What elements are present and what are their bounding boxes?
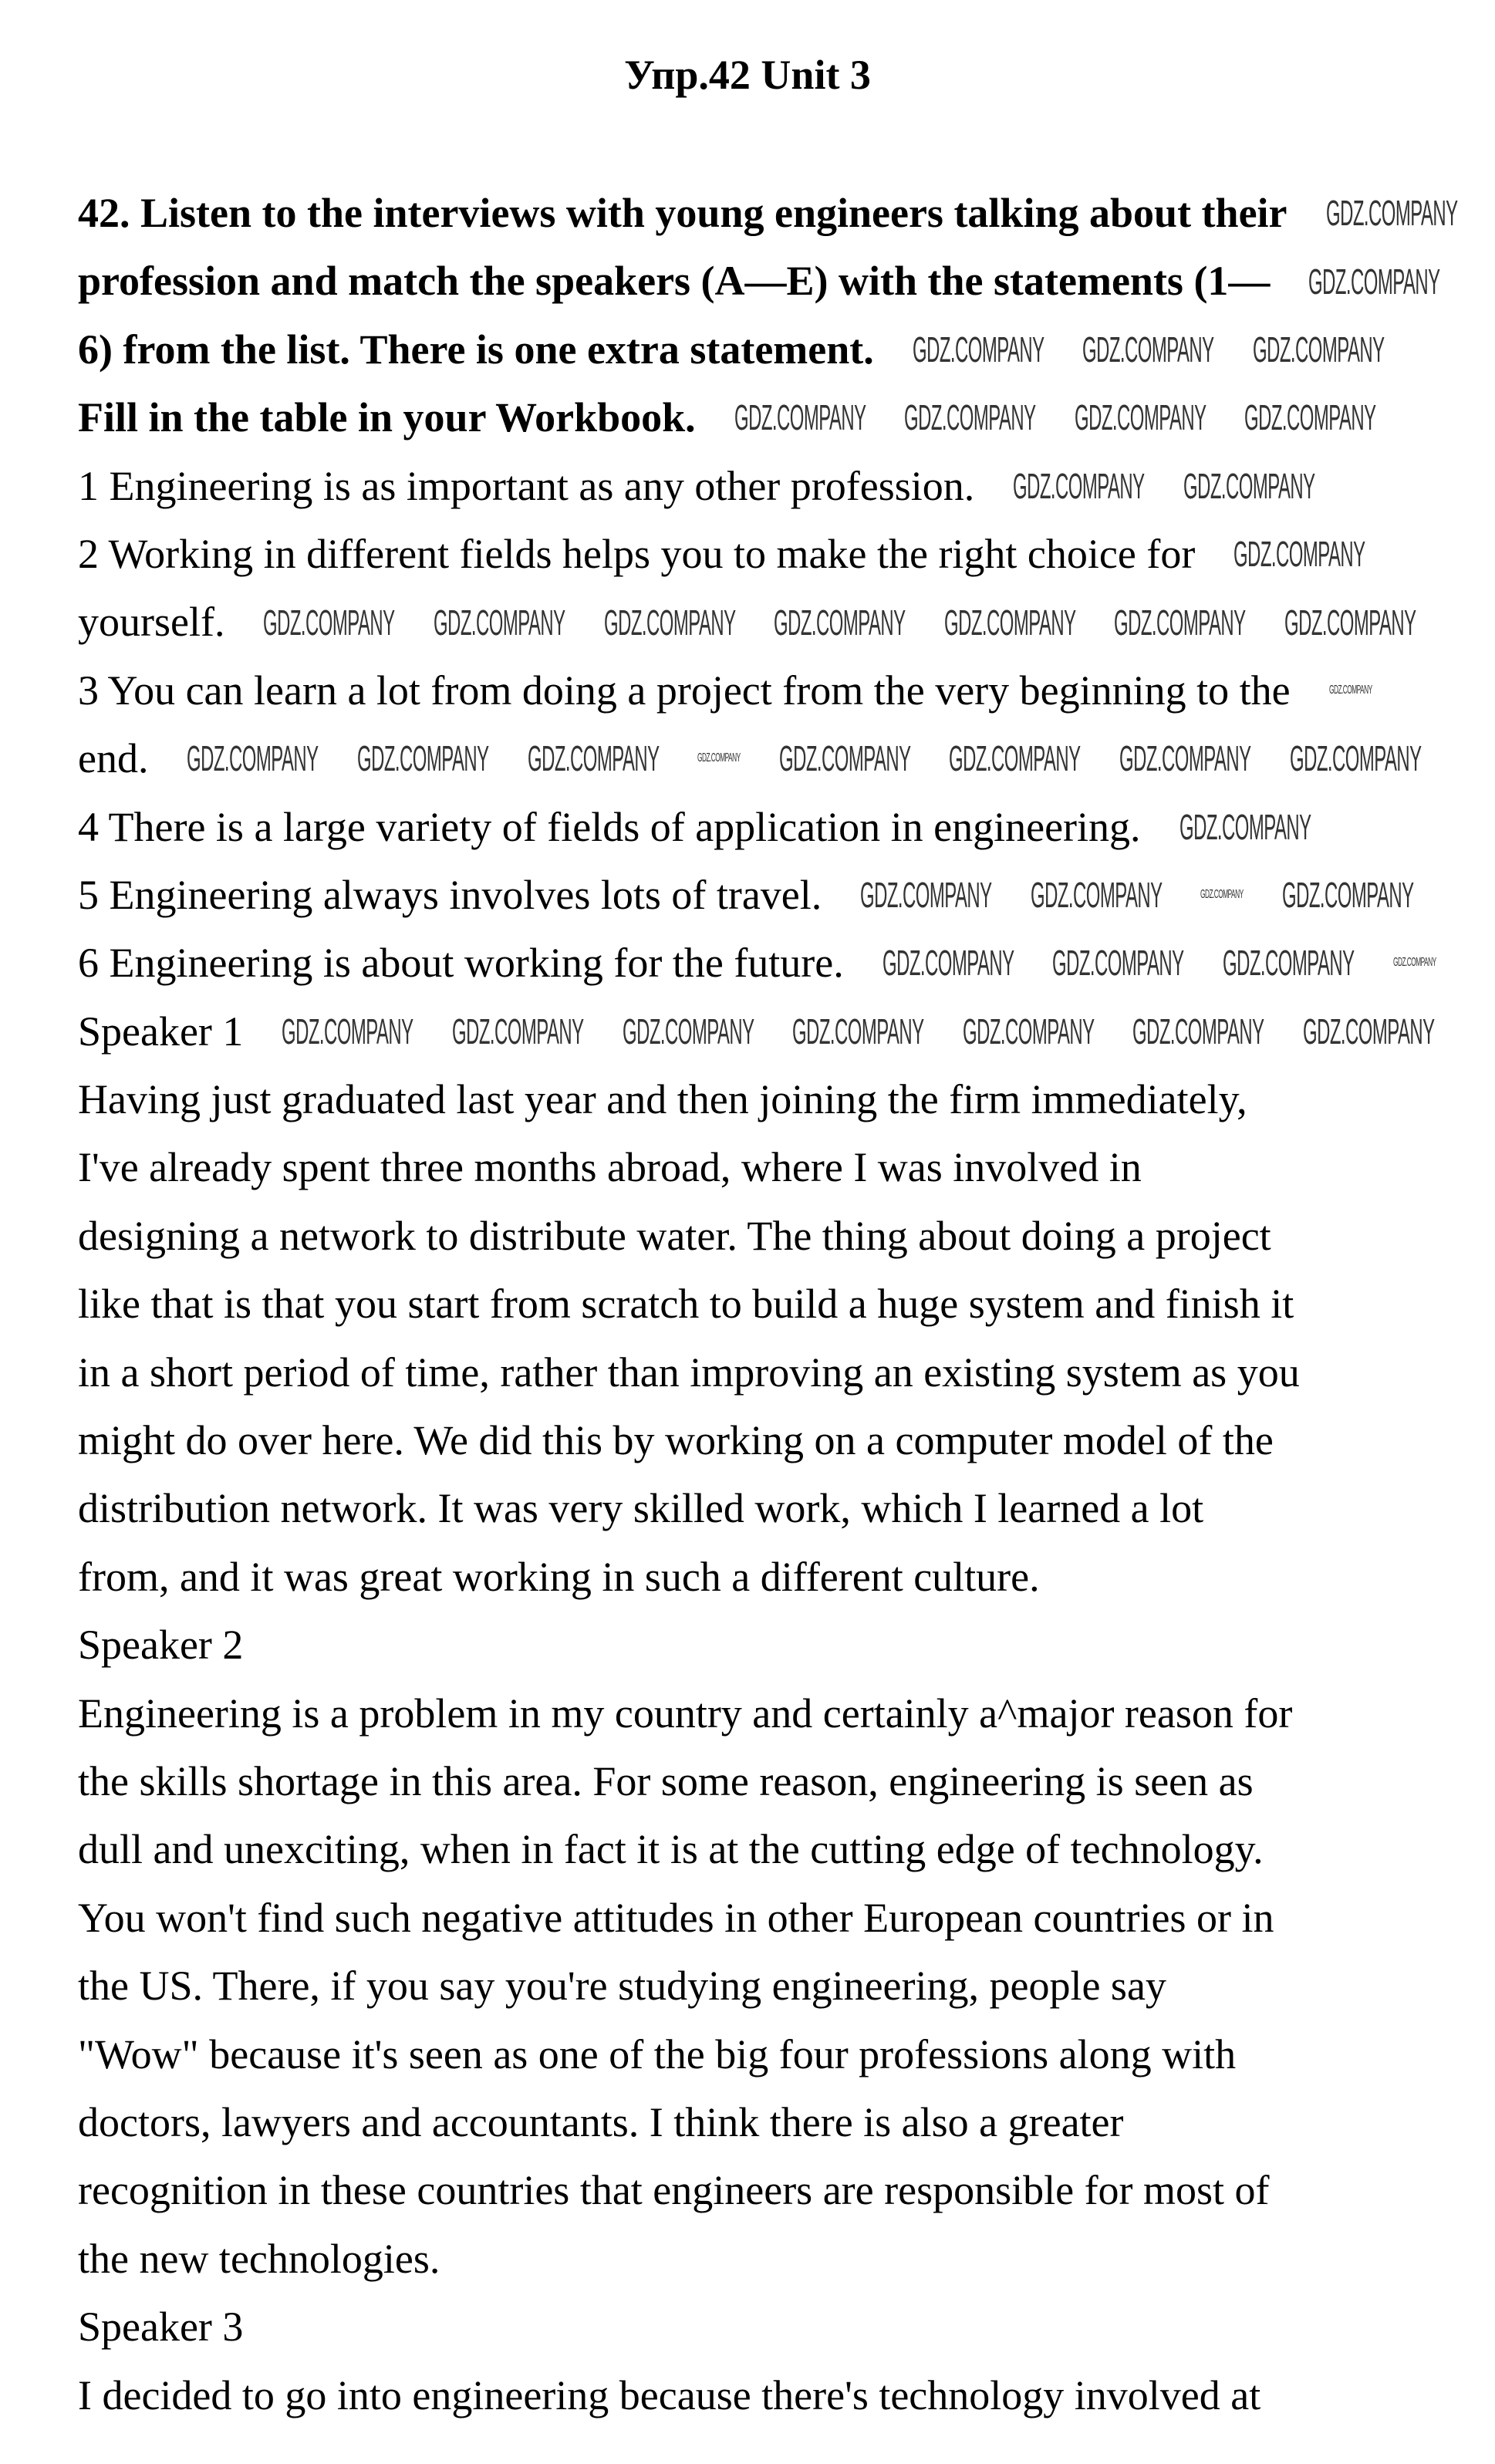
- watermark: GDZ.COMPANY: [1328, 683, 1372, 697]
- watermark: GDZ.COMPANY: [527, 738, 660, 779]
- watermark: GDZ.COMPANY: [1282, 875, 1414, 916]
- statement-line: end.: [78, 735, 149, 782]
- watermark: GDZ.COMPANY: [1114, 602, 1246, 643]
- watermark: GDZ.COMPANY: [734, 397, 866, 438]
- speaker1-line: in a short period of time, rather than improving an existing system as you: [78, 1348, 1300, 1396]
- task-line: Fill in the table in your Workbook.: [78, 394, 696, 441]
- watermark: GDZ.COMPANY: [912, 329, 1044, 370]
- statement-line: 2 Working in different fields helps you to make the right choice for: [78, 530, 1196, 577]
- watermark: GDZ.COMPANY: [282, 1011, 414, 1051]
- speaker2-line: recognition in these countries that engineers are responsible for most of: [78, 2167, 1270, 2214]
- watermark: GDZ.COMPANY: [1183, 465, 1315, 506]
- speaker1-line: Having just graduated last year and then joining the firm immediately,: [78, 1076, 1247, 1123]
- speaker1-line: distribution network. It was very skilled work, which I learned a lot: [78, 1485, 1204, 1532]
- watermark: GDZ.COMPANY: [792, 1011, 924, 1051]
- statement-line: 3 You can learn a lot from doing a project from the very beginning to the: [78, 667, 1291, 714]
- watermark: GDZ.COMPANY: [1325, 193, 1458, 234]
- watermark: GDZ.COMPANY: [1289, 738, 1422, 779]
- watermark: GDZ.COMPANY: [962, 1011, 1095, 1051]
- watermark: GDZ.COMPANY: [904, 397, 1036, 438]
- watermark: GDZ.COMPANY: [603, 602, 736, 643]
- speaker1-line: from, and it was great working in such a different culture.: [78, 1553, 1040, 1600]
- watermark: GDZ.COMPANY: [187, 738, 319, 779]
- speaker2-line: dull and unexciting, when in fact it is at the cutting edge of technology.: [78, 1826, 1264, 1873]
- watermark: GDZ.COMPANY: [1200, 888, 1244, 902]
- statement-line: 4 There is a large variety of fields of application in engineering.: [78, 803, 1141, 850]
- watermark: GDZ.COMPANY: [1308, 261, 1441, 302]
- speaker2-line: the new technologies.: [78, 2235, 440, 2282]
- speaker3-line: I decided to go into engineering because there's technology involved at: [78, 2371, 1261, 2418]
- watermark: GDZ.COMPANY: [452, 1011, 584, 1051]
- watermark: GDZ.COMPANY: [943, 602, 1076, 643]
- watermark: GDZ.COMPANY: [434, 602, 565, 643]
- speaker-heading: Speaker 1: [78, 1008, 244, 1055]
- watermark: GDZ.COMPANY: [1302, 1011, 1435, 1051]
- watermark: GDZ.COMPANY: [357, 738, 489, 779]
- task-line: 6) from the list. There is one extra statement.: [78, 326, 874, 373]
- watermark: GDZ.COMPANY: [774, 602, 906, 643]
- watermark: GDZ.COMPANY: [1074, 397, 1206, 438]
- statement-line: 6 Engineering is about working for the future.: [78, 940, 844, 987]
- watermark: GDZ.COMPANY: [1252, 329, 1385, 370]
- speaker1-line: might do over here. We did this by working on a computer model of the: [78, 1417, 1274, 1464]
- task-line: profession and match the speakers (A—E) with the statements (1—: [78, 258, 1271, 305]
- watermark: GDZ.COMPANY: [1244, 397, 1377, 438]
- page-title: Упр.42 Unit 3: [624, 52, 871, 98]
- watermark: GDZ.COMPANY: [778, 738, 911, 779]
- watermark: GDZ.COMPANY: [1082, 329, 1214, 370]
- document-body: [78, 179, 1300, 2429]
- watermark: GDZ.COMPANY: [697, 751, 741, 765]
- speaker1-line: like that is that you start from scratch to build a huge system and finish it: [78, 1281, 1294, 1328]
- statement-line: yourself.: [78, 599, 225, 646]
- speaker2-line: doctors, lawyers and accountants. I think there is also a greater: [78, 2098, 1124, 2145]
- watermark: GDZ.COMPANY: [1052, 943, 1184, 984]
- statement-line: 5 Engineering always involves lots of travel.: [78, 871, 822, 918]
- watermark: GDZ.COMPANY: [1119, 738, 1251, 779]
- watermark: GDZ.COMPANY: [1030, 875, 1163, 916]
- speaker-heading: Speaker 3: [78, 2304, 244, 2351]
- speaker2-line: "Wow" because it's seen as one of the big four professions along with: [78, 2030, 1237, 2078]
- watermark: GDZ.COMPANY: [1392, 956, 1436, 970]
- watermark: GDZ.COMPANY: [1233, 534, 1365, 575]
- watermark: GDZ.COMPANY: [1013, 465, 1145, 506]
- watermark: GDZ.COMPANY: [860, 875, 992, 916]
- speaker1-line: designing a network to distribute water. The thing about doing a project: [78, 1212, 1271, 1259]
- watermark: GDZ.COMPANY: [882, 943, 1014, 984]
- watermark: GDZ.COMPANY: [1179, 806, 1311, 847]
- speaker-heading: Speaker 2: [78, 1622, 244, 1669]
- task-line: 42. Listen to the interviews with young engineers talking about their: [78, 190, 1287, 236]
- watermark: GDZ.COMPANY: [263, 602, 396, 643]
- watermark: GDZ.COMPANY: [622, 1011, 754, 1051]
- watermark: GDZ.COMPANY: [1132, 1011, 1264, 1051]
- statement-line: 1 Engineering is as important as any other profession.: [78, 462, 975, 509]
- speaker2-line: Engineering is a problem in my country and certainly a^major reason for: [78, 1689, 1293, 1737]
- speaker2-line: the US. There, if you say you're studying engineering, people say: [78, 1963, 1166, 2010]
- watermark: GDZ.COMPANY: [1284, 602, 1416, 643]
- watermark: GDZ.COMPANY: [949, 738, 1082, 779]
- speaker2-line: You won't find such negative attitudes in other European countries or in: [78, 1894, 1274, 1941]
- watermark: GDZ.COMPANY: [1222, 943, 1355, 984]
- speaker1-line: I've already spent three months abroad, where I was involved in: [78, 1144, 1142, 1191]
- speaker2-line: the skills shortage in this area. For some reason, engineering is seen as: [78, 1757, 1254, 1804]
